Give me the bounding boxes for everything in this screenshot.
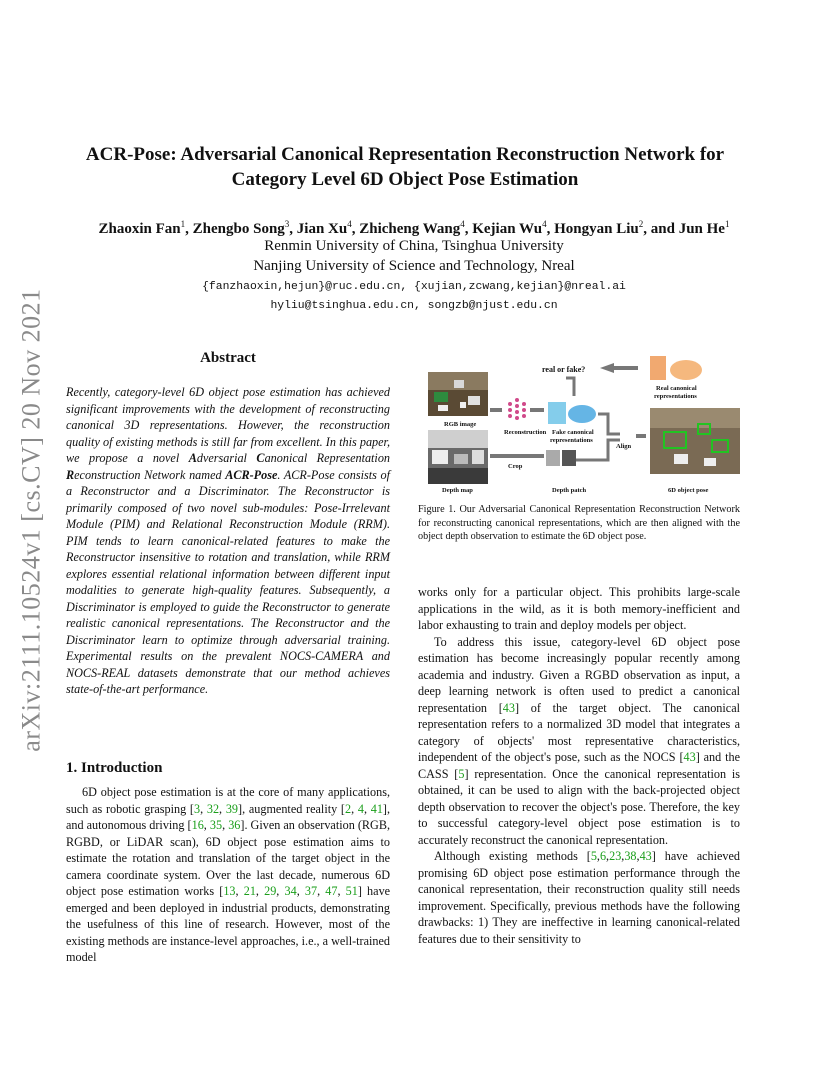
figure-1 — [424, 350, 744, 500]
author-name: Zhaoxin Fan — [98, 221, 181, 237]
label-fake-canonical-2: representations — [550, 437, 593, 444]
text-run: , — [203, 818, 210, 832]
rgb-image-thumbnail — [428, 372, 488, 416]
text-run: . ACR-Pose consists of a Reconstructor and a Discriminator. The Reconstructor is primarily composed of two novel sub-modules: Pose-Irrelevant Module (PIM) and Relational Reconstruction Module (RRM). PIM tends to learn canonical-related features to make the Reconstructor insensitive to rotation and translation, while RRM explores essential relational information between different input modalities to generate high-quality features. Subsequently, a Discriminator is employed to guide the Reconstructor to generate realistic canonical representations. The Reconstructor and the Discriminator learn to optimize through adversarial training. Experimental results on the prevalent NOCS-CAMERA and NOCS-REAL datasets demonstrate that our method achieves state-of-the-art performance. — [66, 467, 390, 696]
citation-link[interactable]: 43 — [639, 849, 652, 863]
bold-text: A — [188, 451, 197, 465]
citation-link[interactable]: 41 — [370, 801, 383, 816]
arrow-to-discriminator — [566, 378, 574, 396]
section-title: Introduction — [81, 760, 163, 776]
citation-link[interactable]: 39 — [225, 801, 239, 816]
text-run: , — [296, 884, 305, 898]
text-run: , — [351, 801, 358, 816]
text-run: , — [636, 849, 640, 863]
author-separator: , — [289, 221, 297, 237]
citation-link[interactable]: 35 — [209, 818, 223, 832]
author-name: Zhengbo Song — [192, 221, 285, 237]
author-name: Jian Xu — [296, 221, 348, 237]
arrow-depth-to-crop — [490, 454, 544, 458]
fake-canonical-pointclouds — [548, 402, 596, 424]
intro-paragraph-1 — [66, 784, 390, 966]
arrow-head-left — [600, 363, 614, 373]
text-run: anonical Representation — [264, 451, 391, 465]
author-affiliation-mark: 2 — [638, 219, 644, 229]
author-separator: , — [546, 221, 555, 237]
author-separator: , — [464, 221, 473, 237]
arrow-from-real — [614, 366, 638, 370]
citation-link[interactable]: 51 — [345, 884, 358, 898]
text-run: econstruction Network named — [74, 467, 226, 482]
real-canonical-pointclouds — [650, 356, 702, 380]
intro-paragraph-continued — [418, 584, 740, 634]
author-name: Zhicheng Wang — [359, 221, 461, 237]
intro-right-column — [418, 584, 740, 947]
citation-link[interactable]: 23 — [609, 849, 622, 863]
author-affiliation-mark: 4 — [460, 219, 465, 229]
intro-left-column — [66, 784, 390, 966]
citation-link[interactable]: 47 — [325, 884, 338, 898]
text-run: , — [235, 884, 244, 898]
abstract-body — [66, 384, 390, 698]
affiliation-line-1: Renmin University of China, Tsinghua University — [264, 238, 564, 254]
citation-link[interactable]: 29 — [264, 884, 277, 898]
citation-link[interactable]: 43 — [683, 750, 696, 764]
section-number: 1. — [66, 760, 78, 776]
depth-map-thumbnail — [428, 430, 488, 484]
text-run: ]. Given an observation (RGB, RGBD, or LiDAR scan), 6D object pose estimation aims to estimate the rotation and translation of the target object in the camera coordinate system. Over the last decade, numerous 6D object pose estimation works [ — [66, 818, 391, 898]
label-fake-canonical-1: Fake canonical — [552, 429, 594, 436]
text-run: ] have achieved promising 6D object pose estimation performance through the canonical representation, their reconstruction quality still needs improvement. Specifically, previous methods have the following drawbacks: 1) They are ineffective in learning canonical-related features due to their sensitivity to — [418, 849, 740, 946]
bold-text: C — [256, 451, 265, 465]
citation-link[interactable]: 13 — [223, 884, 236, 898]
intro-paragraph-2 — [418, 634, 740, 849]
author-separator: , and — [643, 221, 679, 237]
citation-link[interactable]: 43 — [502, 700, 515, 715]
author-separator: , — [351, 221, 360, 237]
label-align: Align — [616, 443, 632, 450]
text-run: ], and autonomous driving [ — [66, 801, 391, 832]
bold-text: ACR-Pose — [225, 467, 278, 482]
arrow-net-to-fake — [530, 408, 544, 412]
text-run: , — [276, 884, 285, 898]
depth-patch-thumbnails — [546, 450, 576, 466]
citation-link[interactable]: 5 — [590, 849, 597, 863]
text-run: 6D object pose estimation is at the core of many applications, such as robotic grasping [ — [66, 785, 390, 816]
pose-result-thumbnail — [650, 408, 740, 474]
title-line-1: ACR-Pose: Adversarial Canonical Representation Reconstruction Network for — [85, 144, 725, 165]
text-run: ] of the target object. The canonical representation refers to a normalized 3D model that integrates a category of objects' most representative characteristics, independent of the object's pose, such as the NOCS [ — [418, 700, 740, 764]
author-separator: , — [185, 221, 193, 237]
citation-link[interactable]: 5 — [458, 766, 465, 781]
author-affiliation-mark: 1 — [724, 219, 730, 229]
label-real-or-fake: real or fake? — [542, 365, 586, 374]
label-real-canonical-2: representations — [654, 393, 697, 400]
citation-link[interactable]: 16 — [191, 818, 204, 832]
introduction-heading — [66, 760, 162, 777]
text-run: , — [363, 801, 371, 816]
label-real-canonical-1: Real canonical — [656, 385, 697, 392]
text-run: , — [317, 884, 326, 898]
text-run: Recently, category-level 6D object pose estimation has achieved significant improvements with the development of reconstructing canonical 3D representations. However, the reconstruction quality of existing methods is still far from excellent. In this paper, we propose a novel — [66, 385, 390, 465]
intro-paragraph-3 — [418, 848, 740, 947]
text-run: dversarial — [196, 451, 257, 465]
author-affiliation-mark: 4 — [347, 219, 352, 229]
abstract-heading: Abstract — [200, 350, 256, 366]
author-name: Hongyan Liu — [554, 221, 639, 237]
citation-link[interactable]: 21 — [243, 884, 256, 898]
author-name: Jun He — [678, 221, 725, 237]
arrow-fake-to-align — [598, 414, 620, 434]
text-run: ] have emerged and been deployed in industrial products, demonstrating the usefulness of this line of research. However, most of the existing methods are instance-level approaches, i.e., a well-trained model — [66, 884, 391, 964]
citation-link[interactable]: 4 — [357, 801, 364, 816]
text-run: , — [606, 849, 610, 863]
text-run: , — [219, 801, 226, 816]
affiliation-line-2: Nanjing University of Science and Technology, Nreal — [253, 258, 575, 274]
citation-link[interactable]: 36 — [228, 818, 241, 832]
title-line-2: Category Level 6D Object Pose Estimation — [231, 169, 579, 190]
text-run: To address this issue, category-level 6D object pose estimation has become increasingly popular recently among academia and industry. Given a RGBD observation as input, a deep learning network is often used to predict a canonical representation [ — [418, 634, 740, 715]
label-depth-patch: Depth patch — [552, 487, 587, 494]
reconstructor-network-icon — [508, 398, 526, 420]
text-run: , — [621, 849, 625, 863]
text-run: ], augmented reality [ — [238, 801, 345, 816]
author-list — [40, 219, 788, 238]
label-crop: Crop — [508, 463, 523, 470]
label-depth-map: Depth map — [442, 487, 473, 494]
author-name: Kejian Wu — [472, 221, 543, 237]
bold-text: R — [66, 467, 75, 482]
email-line-1: {fanzhaoxin,hejun}@ruc.edu.cn, {xujian,zcwang,kejian}@nreal.ai — [202, 281, 626, 293]
email-line-2: hyliu@tsinghua.edu.cn, songzb@njust.edu.cn — [270, 300, 558, 312]
citation-link[interactable]: 2 — [344, 801, 352, 816]
arxiv-stamp — [10, 280, 54, 760]
text-run: , — [200, 801, 207, 816]
figure-1-diagram — [424, 350, 744, 500]
arrow-rgb-to-net — [490, 408, 502, 412]
text-run: , — [337, 884, 346, 898]
text-run: Although existing methods [ — [434, 849, 591, 863]
label-rgb-image: RGB image — [444, 421, 477, 428]
author-affiliation-mark: 4 — [542, 219, 547, 229]
author-affiliation-mark: 3 — [284, 219, 290, 229]
citation-link[interactable]: 34 — [284, 884, 297, 898]
text-run: works only for a particular object. This prohibits large-scale applications in the wild, as it is both memory-inefficient and labor exhausting to train and deploy models per object. — [418, 585, 740, 632]
label-6d-object-pose: 6D object pose — [668, 487, 709, 494]
text-run: ] representation. Once the canonical representation is obtained, it can be used to align with the back-projected object depth observation to recover the object's pose. Therefore, the key to successful category-level object pose estimation is to accurately reconstruct the canonical representation. — [418, 766, 741, 847]
text-run: ] and the CASS [ — [418, 750, 740, 781]
citation-link[interactable]: 32 — [206, 801, 220, 816]
arrow-align-to-pose — [636, 434, 646, 438]
author-affiliation-mark: 1 — [180, 219, 186, 229]
citation-link[interactable]: 37 — [304, 884, 318, 898]
citation-link[interactable]: 38 — [624, 849, 637, 863]
figure-1-caption: Figure 1. Our Adversarial Canonical Representation Reconstruction Network for reconstructing canonical representations, which are then aligned with the object depth observation to estimate the 6D object pose. — [418, 504, 740, 543]
text-run: , — [255, 884, 265, 898]
label-reconstruction: Reconstruction — [504, 429, 547, 436]
citation-link[interactable]: 3 — [193, 801, 201, 816]
text-run: , — [222, 818, 229, 832]
arxiv-id-text: arXiv:2111.10524v1 [cs.CV] 20 Nov 2021 — [17, 288, 46, 752]
text-run: , — [596, 849, 600, 863]
paper-title — [60, 142, 750, 192]
citation-link[interactable]: 6 — [599, 849, 607, 863]
